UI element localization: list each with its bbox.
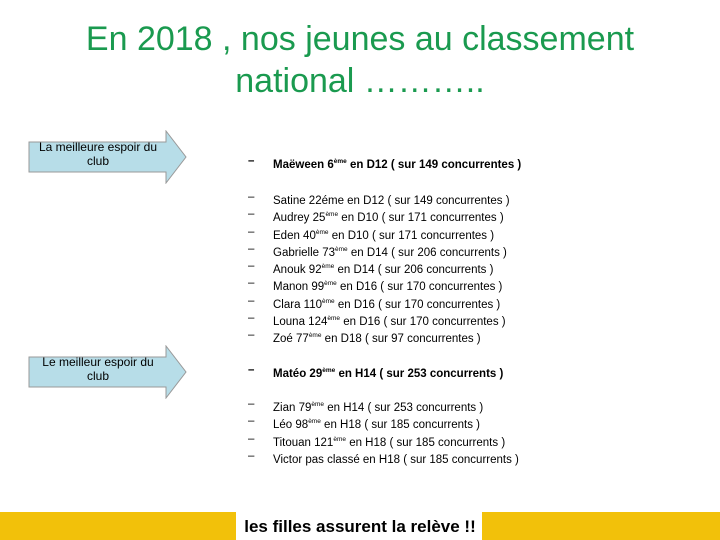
title-line-1: En 2018 , nos jeunes au classement (85, 20, 635, 58)
ranking-name: Maëween 6 (273, 159, 334, 171)
ranking-suffix: ème (325, 211, 339, 219)
ranking-detail: en H14 ( sur 253 concurrents ) (327, 402, 484, 414)
ranking-detail: en D10 ( sur 171 concurrentes ) (341, 212, 504, 225)
bullet-dash: – (248, 329, 255, 342)
title-line-2: national ……….. (235, 62, 485, 100)
ranking-name: Eden 40 (273, 229, 316, 242)
page-title (20, 18, 700, 102)
ranking-name: Gabrielle 73 (273, 246, 336, 259)
ranking-detail: en D14 ( sur 206 concurrents ) (350, 246, 507, 259)
ranking-name: Léo 98 (273, 419, 309, 432)
ranking-detail: en D16 ( sur 170 concurrentes ) (343, 316, 506, 329)
ranking-suffix: ème (315, 228, 329, 236)
ranking-detail: en D14 ( sur 206 concurrents ) (337, 264, 494, 277)
ranking-suffix: ème (308, 332, 322, 340)
bullet-dash: – (248, 449, 255, 462)
bullet-dash: – (248, 432, 255, 445)
footer-bar (0, 512, 720, 540)
bullet-dash: – (248, 398, 255, 410)
boys-arrow-label: Le meilleur espoir du club (42, 355, 154, 383)
ranking-detail: en D16 ( sur 170 concurrentes ) (337, 298, 501, 311)
bullet-dash: – (248, 225, 255, 238)
bullet-dash: – (248, 277, 255, 290)
bullet-dash: – (248, 260, 255, 273)
ranking-name: Louna 124 (273, 316, 328, 329)
ranking-name: Audrey 25 (273, 212, 326, 225)
ranking-name: Anouk 92 (273, 264, 322, 277)
bullet-dash: – (248, 294, 255, 307)
ranking-detail: en D18 ( sur 97 concurrentes ) (324, 333, 481, 346)
ranking-detail: en H18 ( sur 185 concurrents ) (349, 436, 506, 449)
ranking-suffix: ème (333, 435, 346, 443)
girls-arrow-label: La meilleure espoir du club (38, 140, 158, 168)
ranking-suffix: ème (327, 315, 341, 323)
ranking-name: Satine 22éme en D12 ( sur 149 concurrentes ) (273, 195, 510, 207)
ranking-suffix: ème (308, 418, 321, 426)
ranking-name: Titouan 121 (273, 436, 334, 449)
ranking-suffix: ème (324, 280, 337, 288)
bullet-dash: – (248, 208, 255, 221)
boys-arrow-callout (28, 345, 188, 399)
girls-arrow-callout (28, 130, 188, 184)
ranking-name: Manon 99 (273, 281, 325, 294)
footer-text: les filles assurent la relève !! (244, 517, 476, 536)
ranking-name: Victor pas classé en H18 ( sur 185 concurrents ) (273, 453, 519, 466)
ranking-suffix: ème (321, 263, 335, 271)
bullet-dash: – (248, 415, 255, 428)
ranking-suffix: ème (335, 245, 348, 253)
ranking-name: Zoé 77 (273, 333, 309, 346)
bullet-dash: – (248, 364, 255, 376)
bullet-dash: – (248, 191, 255, 203)
ranking-suffix: ème (333, 158, 347, 165)
ranking-suffix: ème (322, 297, 335, 305)
ranking-detail: en D10 ( sur 171 concurrentes ) (331, 229, 495, 242)
ranking-detail: en D12 ( sur 149 concurrentes ) (349, 159, 522, 171)
bullet-dash: – (248, 155, 255, 167)
ranking-name: Clara 110 (273, 298, 323, 311)
bullet-dash: – (248, 242, 255, 255)
bullet-dash: – (248, 312, 255, 325)
ranking-name: Matéo 29 (273, 368, 323, 380)
ranking-detail: en D16 ( sur 170 concurrentes ) (340, 281, 503, 294)
ranking-name: Zian 79 (273, 402, 312, 414)
ranking-detail: en H18 ( sur 185 concurrents ) (324, 419, 481, 432)
ranking-suffix: ème (322, 367, 336, 374)
ranking-detail: en H14 ( sur 253 concurrents ) (338, 368, 504, 380)
ranking-suffix: ème (311, 401, 325, 408)
